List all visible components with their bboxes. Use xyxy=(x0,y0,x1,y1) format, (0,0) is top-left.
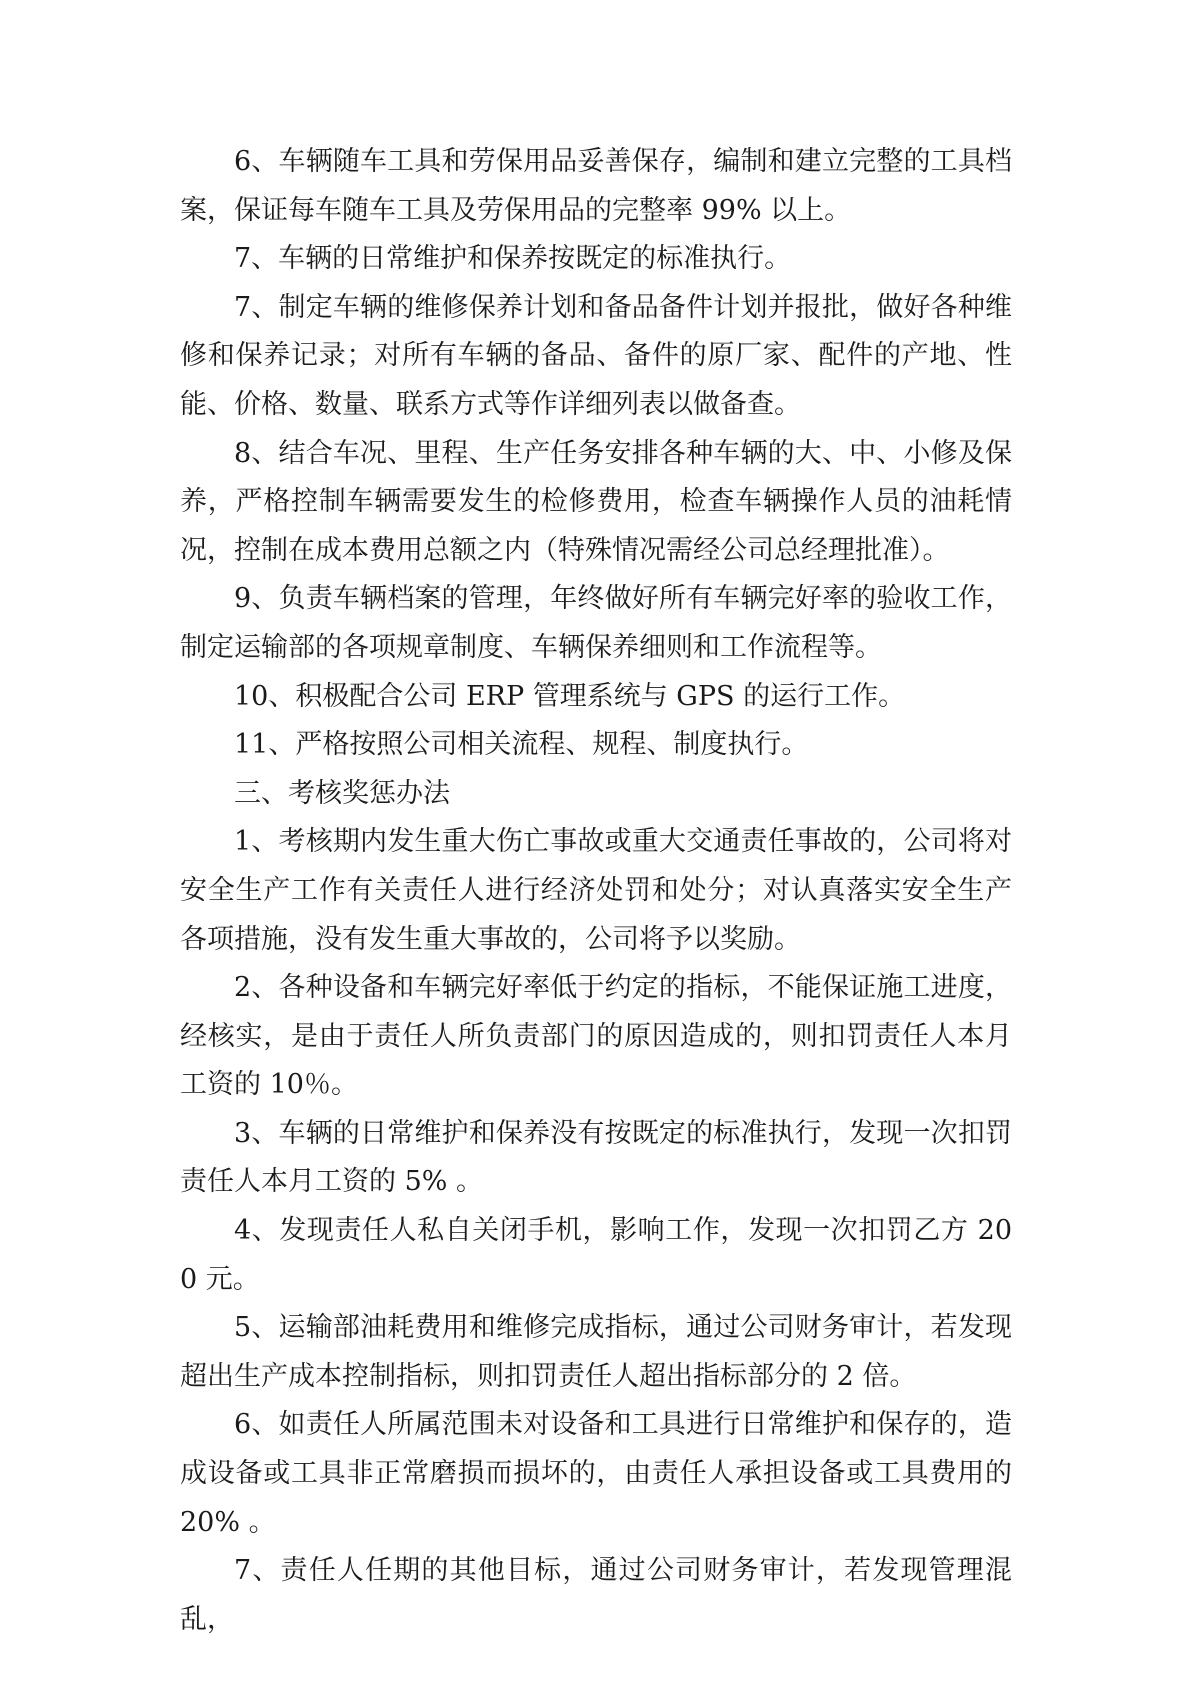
paragraph-fuel-cost-penalty: 5、运输部油耗费用和维修完成指标，通过公司财务审计，若发现超出生产成本控制指标，则扣罚责任人超出指标部分的 2 倍。 xyxy=(180,1312,1012,1392)
paragraph-daily-maintenance: 7、车辆的日常维护和保养按既定的标准执行。 xyxy=(234,243,792,275)
paragraph-follow-procedures: 11、严格按照公司相关流程、规程、制度执行。 xyxy=(234,729,809,761)
paragraph-accident-penalty: 1、考核期内发生重大伤亡事故或重大交通责任事故的，公司将对安全生产工作有关责任人进行经济处罚和处分；对认真落实安全生产各项措施，没有发生重大事故的，公司将予以奖励。 xyxy=(180,826,1012,955)
paragraph-intact-rate-penalty: 2、各种设备和车辆完好率低于约定的指标，不能保证施工进度，经核实，是由于责任人所负责部门的原因造成的，则扣罚责任人本月工资的 10％。 xyxy=(180,972,1012,1101)
paragraph-repair-arrangement: 8、结合车况、里程、生产任务安排各种车辆的大、中、小修及保养，严格控制车辆需要发生的检修费用，检查车辆操作人员的油耗情况，控制在成本费用总额之内（特殊情况需经公司总经理批准）。 xyxy=(180,437,1012,566)
paragraph-maintenance-plan: 7、制定车辆的维修保养计划和备品备件计划并报批，做好各种维修和保养记录；对所有车辆的备品、备件的原厂家、配件的产地、性能、价格、数量、联系方式等作详细列表以做备查。 xyxy=(180,291,1012,420)
section-heading-rewards-penalties: 三、考核奖惩办法 xyxy=(234,777,450,809)
paragraph-tool-preservation: 6、车辆随车工具和劳保用品妥善保存，编制和建立完整的工具档案，保证每车随车工具及劳保用品的完整率 99% 以上。 xyxy=(180,146,1012,226)
paragraph-maintenance-penalty: 3、车辆的日常维护和保养没有按既定的标准执行，发现一次扣罚责任人本月工资的 5% 。 xyxy=(180,1117,1012,1198)
paragraph-erp-gps: 10、积极配合公司 ERP 管理系统与 GPS 的运行工作。 xyxy=(234,680,906,712)
paragraph-phone-penalty: 4、发现责任人私自关闭手机，影响工作，发现一次扣罚乙方 200 元。 xyxy=(180,1215,1012,1295)
paragraph-vehicle-archive: 9、负责车辆档案的管理，年终做好所有车辆完好率的验收工作，制定运输部的各项规章制度、车辆保养细则和工作流程等。 xyxy=(180,583,1012,663)
document-body xyxy=(180,138,1012,1644)
paragraph-equipment-damage-penalty: 6、如责任人所属范围未对设备和工具进行日常维护和保存的，造成设备或工具非正常磨损而损坏的，由责任人承担设备或工具费用的 20% 。 xyxy=(180,1409,1012,1538)
paragraph-other-targets: 7、责任人任期的其他目标，通过公司财务审计，若发现管理混乱， xyxy=(180,1555,1012,1635)
